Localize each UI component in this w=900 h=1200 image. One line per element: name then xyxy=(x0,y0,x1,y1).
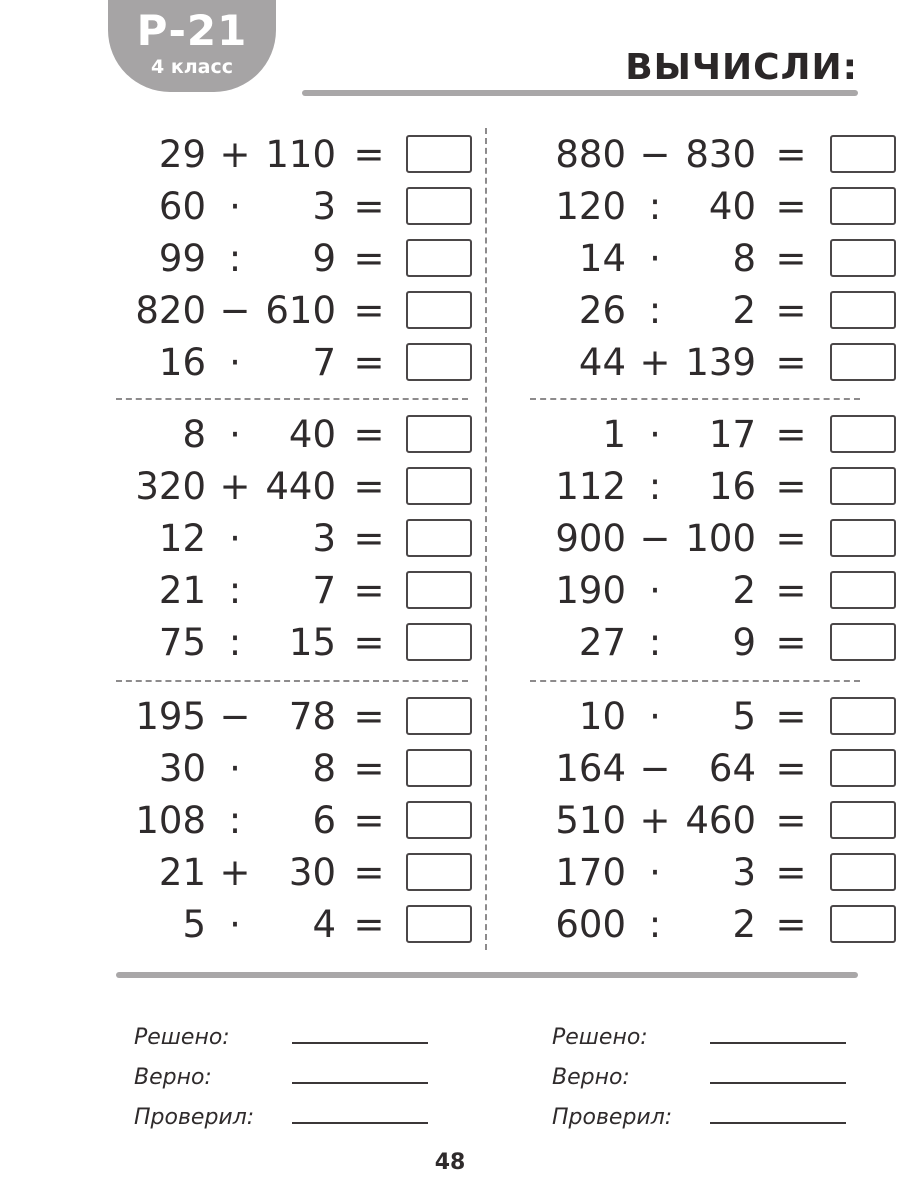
operator: + xyxy=(219,850,251,894)
answer-box[interactable] xyxy=(830,135,896,173)
exercise-row xyxy=(530,742,896,794)
exercise-row xyxy=(116,180,472,232)
exercise-row xyxy=(530,794,896,846)
group-divider-right-1 xyxy=(530,398,860,400)
operator: − xyxy=(639,132,671,176)
operand-b: 17 xyxy=(708,412,756,456)
operand-b: 100 xyxy=(685,516,756,560)
operand-b: 16 xyxy=(708,464,756,508)
answer-box[interactable] xyxy=(406,343,472,381)
equals-sign: = xyxy=(775,412,807,456)
exercise-row xyxy=(530,180,896,232)
equals-sign: = xyxy=(353,184,385,228)
operand-a: 510 xyxy=(555,798,626,842)
exercise-row xyxy=(116,512,472,564)
answer-box[interactable] xyxy=(406,623,472,661)
operator: · xyxy=(649,850,661,894)
task-badge xyxy=(108,0,276,92)
equals-sign: = xyxy=(353,694,385,738)
answer-box[interactable] xyxy=(830,187,896,225)
operand-a: 190 xyxy=(555,568,626,612)
operator: + xyxy=(219,464,251,508)
equals-sign: = xyxy=(775,132,807,176)
operator: : xyxy=(228,620,242,664)
group-divider-right-2 xyxy=(530,680,860,682)
equals-sign: = xyxy=(353,850,385,894)
operator: · xyxy=(229,184,241,228)
equals-sign: = xyxy=(353,412,385,456)
exercise-row xyxy=(116,128,472,180)
exercise-row xyxy=(530,336,896,388)
exercise-row xyxy=(116,408,472,460)
equals-sign: = xyxy=(353,464,385,508)
operand-a: 120 xyxy=(555,184,626,228)
operand-b: 8 xyxy=(732,236,756,280)
operand-a: 320 xyxy=(135,464,206,508)
equals-sign: = xyxy=(353,620,385,664)
operand-a: 21 xyxy=(158,850,206,894)
correct-label: Верно: xyxy=(552,1065,630,1090)
operand-b: 110 xyxy=(265,132,336,176)
operator: : xyxy=(228,568,242,612)
operand-a: 12 xyxy=(158,516,206,560)
operand-a: 26 xyxy=(578,288,626,332)
equals-sign: = xyxy=(775,694,807,738)
equals-sign: = xyxy=(353,236,385,280)
exercise-row xyxy=(530,232,896,284)
operator: · xyxy=(649,694,661,738)
equals-sign: = xyxy=(775,620,807,664)
operand-b: 7 xyxy=(312,568,336,612)
operand-b: 7 xyxy=(312,340,336,384)
equals-sign: = xyxy=(353,902,385,946)
operand-b: 139 xyxy=(685,340,756,384)
operator: + xyxy=(639,798,671,842)
answer-box[interactable] xyxy=(406,467,472,505)
operator: : xyxy=(228,798,242,842)
task-code: Р-21 xyxy=(136,6,248,55)
equals-sign: = xyxy=(775,464,807,508)
exercise-row xyxy=(530,460,896,512)
operator: : xyxy=(228,236,242,280)
operand-a: 880 xyxy=(555,132,626,176)
answer-box[interactable] xyxy=(406,801,472,839)
footer-line-correct xyxy=(134,1046,428,1090)
answer-box[interactable] xyxy=(830,623,896,661)
equals-sign: = xyxy=(353,132,385,176)
exercise-row xyxy=(530,846,896,898)
footer-line-solved xyxy=(552,1006,846,1050)
operand-a: 600 xyxy=(555,902,626,946)
footer-line-checked xyxy=(134,1086,428,1130)
exercise-row xyxy=(116,616,472,668)
equals-sign: = xyxy=(353,798,385,842)
operand-b: 4 xyxy=(312,902,336,946)
grade-label: 4 класс xyxy=(151,56,233,78)
equals-sign: = xyxy=(775,850,807,894)
answer-box[interactable] xyxy=(830,415,896,453)
answer-box[interactable] xyxy=(830,697,896,735)
operand-b: 40 xyxy=(708,184,756,228)
operator: · xyxy=(229,340,241,384)
exercise-row xyxy=(530,564,896,616)
operand-a: 99 xyxy=(158,236,206,280)
solved-label: Решено: xyxy=(552,1025,648,1050)
answer-box[interactable] xyxy=(406,749,472,787)
operator: : xyxy=(648,464,662,508)
operator: : xyxy=(648,288,662,332)
footer-rule xyxy=(116,972,858,978)
operand-a: 30 xyxy=(158,746,206,790)
correct-label: Верно: xyxy=(134,1065,212,1090)
operand-b: 8 xyxy=(312,746,336,790)
operand-b: 2 xyxy=(732,288,756,332)
equals-sign: = xyxy=(775,516,807,560)
operator: − xyxy=(639,516,671,560)
equals-sign: = xyxy=(353,516,385,560)
equals-sign: = xyxy=(775,340,807,384)
correct-blank[interactable] xyxy=(292,1080,428,1084)
operand-a: 27 xyxy=(578,620,626,664)
operand-a: 14 xyxy=(578,236,626,280)
operator: · xyxy=(229,412,241,456)
exercise-row xyxy=(530,128,896,180)
operand-b: 64 xyxy=(708,746,756,790)
operator: · xyxy=(229,516,241,560)
operand-a: 112 xyxy=(555,464,626,508)
group-divider-left-1 xyxy=(116,398,468,400)
exercise-row xyxy=(116,898,472,950)
operand-b: 78 xyxy=(288,694,336,738)
exercise-row xyxy=(530,512,896,564)
operand-b: 610 xyxy=(265,288,336,332)
operator: : xyxy=(648,902,662,946)
checked-blank[interactable] xyxy=(292,1120,428,1124)
answer-box[interactable] xyxy=(406,519,472,557)
group-divider-left-2 xyxy=(116,680,468,682)
equals-sign: = xyxy=(353,568,385,612)
solved-blank[interactable] xyxy=(292,1040,428,1044)
answer-box[interactable] xyxy=(830,853,896,891)
operator: : xyxy=(648,620,662,664)
equals-sign: = xyxy=(775,798,807,842)
checked-blank[interactable] xyxy=(710,1120,846,1124)
answer-box[interactable] xyxy=(830,239,896,277)
operator: + xyxy=(639,340,671,384)
checked-label: Проверил: xyxy=(134,1105,255,1130)
answer-box[interactable] xyxy=(830,343,896,381)
exercise-row xyxy=(116,794,472,846)
operand-a: 16 xyxy=(158,340,206,384)
equals-sign: = xyxy=(353,746,385,790)
operand-b: 2 xyxy=(732,902,756,946)
footer-line-solved xyxy=(134,1006,428,1050)
operand-b: 3 xyxy=(312,516,336,560)
checked-label: Проверил: xyxy=(552,1105,673,1130)
operator: + xyxy=(219,132,251,176)
operand-b: 9 xyxy=(312,236,336,280)
answer-box[interactable] xyxy=(830,571,896,609)
equals-sign: = xyxy=(775,568,807,612)
exercise-row xyxy=(116,284,472,336)
footer-line-correct xyxy=(552,1046,846,1090)
operand-b: 3 xyxy=(732,850,756,894)
solved-blank[interactable] xyxy=(710,1040,846,1044)
page-number: 48 xyxy=(434,1150,466,1175)
operand-a: 170 xyxy=(555,850,626,894)
exercise-row xyxy=(116,690,472,742)
answer-box[interactable] xyxy=(830,801,896,839)
equals-sign: = xyxy=(775,288,807,332)
answer-box[interactable] xyxy=(406,135,472,173)
operator: · xyxy=(229,746,241,790)
operand-b: 6 xyxy=(312,798,336,842)
answer-box[interactable] xyxy=(830,749,896,787)
operand-a: 108 xyxy=(135,798,206,842)
operand-a: 29 xyxy=(158,132,206,176)
equals-sign: = xyxy=(353,340,385,384)
operand-a: 164 xyxy=(555,746,626,790)
operand-b: 15 xyxy=(288,620,336,664)
exercise-row xyxy=(530,408,896,460)
equals-sign: = xyxy=(353,288,385,332)
operand-b: 460 xyxy=(685,798,756,842)
answer-box[interactable] xyxy=(406,905,472,943)
answer-box[interactable] xyxy=(830,519,896,557)
operand-b: 830 xyxy=(685,132,756,176)
equals-sign: = xyxy=(775,902,807,946)
operator: · xyxy=(229,902,241,946)
exercise-row xyxy=(530,898,896,950)
equals-sign: = xyxy=(775,184,807,228)
exercise-row xyxy=(116,742,472,794)
operator: · xyxy=(649,568,661,612)
operand-a: 44 xyxy=(578,340,626,384)
equals-sign: = xyxy=(775,746,807,790)
operand-a: 900 xyxy=(555,516,626,560)
operand-a: 21 xyxy=(158,568,206,612)
operator: − xyxy=(639,746,671,790)
operand-a: 8 xyxy=(182,412,206,456)
operand-a: 10 xyxy=(578,694,626,738)
exercise-row xyxy=(530,616,896,668)
operand-a: 1 xyxy=(602,412,626,456)
operand-b: 3 xyxy=(312,184,336,228)
operand-b: 9 xyxy=(732,620,756,664)
correct-blank[interactable] xyxy=(710,1080,846,1084)
answer-box[interactable] xyxy=(406,291,472,329)
operator: · xyxy=(649,412,661,456)
operand-b: 5 xyxy=(732,694,756,738)
exercise-row xyxy=(530,690,896,742)
column-divider xyxy=(485,128,487,950)
operand-b: 40 xyxy=(288,412,336,456)
exercise-row xyxy=(116,460,472,512)
exercise-row xyxy=(116,846,472,898)
answer-box[interactable] xyxy=(830,291,896,329)
answer-box[interactable] xyxy=(406,853,472,891)
equals-sign: = xyxy=(775,236,807,280)
header-rule xyxy=(302,90,858,96)
operand-a: 195 xyxy=(135,694,206,738)
operand-a: 75 xyxy=(158,620,206,664)
answer-box[interactable] xyxy=(406,415,472,453)
solved-label: Решено: xyxy=(134,1025,230,1050)
exercise-row xyxy=(530,284,896,336)
exercise-row xyxy=(116,564,472,616)
answer-box[interactable] xyxy=(406,187,472,225)
answer-box[interactable] xyxy=(406,571,472,609)
operand-a: 820 xyxy=(135,288,206,332)
operand-a: 60 xyxy=(158,184,206,228)
operand-b: 440 xyxy=(265,464,336,508)
operator: · xyxy=(649,236,661,280)
answer-box[interactable] xyxy=(830,467,896,505)
operator: : xyxy=(648,184,662,228)
operand-b: 30 xyxy=(288,850,336,894)
footer-line-checked xyxy=(552,1086,846,1130)
answer-box[interactable] xyxy=(406,239,472,277)
exercise-row xyxy=(116,232,472,284)
answer-box[interactable] xyxy=(406,697,472,735)
operand-b: 2 xyxy=(732,568,756,612)
operand-a: 5 xyxy=(182,902,206,946)
operator: − xyxy=(219,288,251,332)
operator: − xyxy=(219,694,251,738)
exercise-row xyxy=(116,336,472,388)
page-title: ВЫЧИСЛИ: xyxy=(625,47,858,88)
answer-box[interactable] xyxy=(830,905,896,943)
